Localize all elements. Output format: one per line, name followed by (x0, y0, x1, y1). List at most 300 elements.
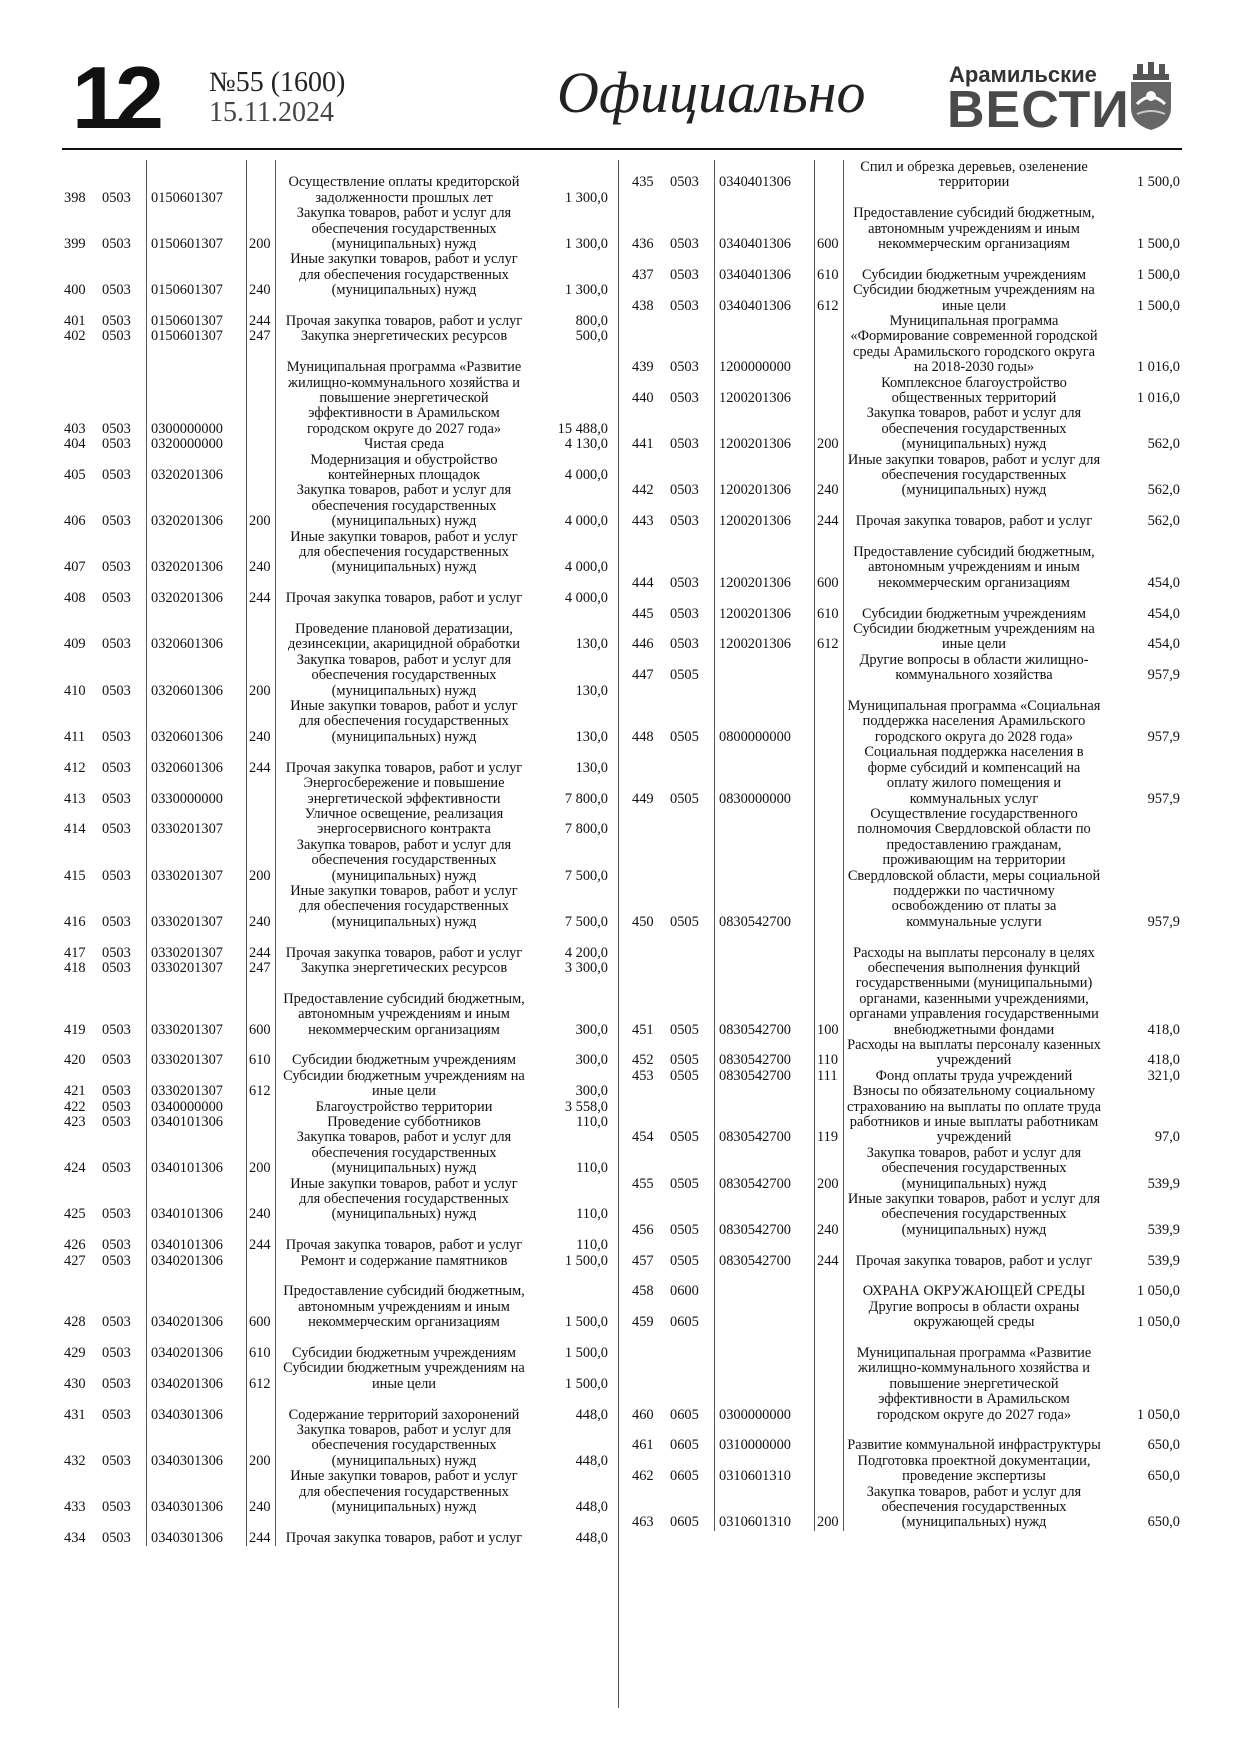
row-number (62, 1053, 100, 1068)
expense-type-code (246, 884, 276, 930)
row-description-text: Содержание территорий захоронений (288, 1406, 520, 1423)
article-code (146, 483, 246, 529)
row-description (276, 653, 532, 699)
row-number-text: 400 (64, 282, 86, 299)
table-row (62, 776, 610, 807)
section-code (668, 1408, 714, 1423)
table-row (630, 1084, 1182, 1146)
expense-type-code-text: 244 (249, 313, 271, 330)
expense-type-code-text: 244 (817, 1252, 839, 1269)
row-number (62, 1531, 100, 1546)
article-code-text: 1200201306 (719, 636, 791, 653)
row-number (630, 1284, 668, 1299)
table-row (630, 653, 1182, 684)
row-description-text: Субсидии бюджетным учреждениям на иные цели (283, 1360, 525, 1392)
expense-type-code (246, 576, 276, 607)
expense-type-code (814, 453, 844, 499)
article-code (146, 607, 246, 653)
table-row (630, 1300, 1182, 1331)
expense-type-code (246, 329, 276, 344)
row-amount-text: 1 050,0 (1136, 1283, 1180, 1300)
row-amount (532, 684, 610, 699)
article-code (714, 530, 814, 592)
article-code-text: 1200201306 (719, 574, 791, 591)
table-row (630, 499, 1182, 530)
row-amount-text: 321,0 (1147, 1067, 1180, 1084)
article-code (714, 160, 814, 191)
expense-type-code-text: 200 (249, 1160, 271, 1177)
section-code-text: 0503 (102, 636, 131, 653)
article-code (146, 1423, 246, 1469)
expense-type-code-text: 247 (249, 959, 271, 976)
article-code (714, 1069, 814, 1084)
row-amount (1104, 391, 1182, 406)
row-number-text: 460 (632, 1406, 654, 1423)
row-amount-text: 4 000,0 (564, 513, 608, 530)
article-code (146, 1361, 246, 1392)
table-row (630, 591, 1182, 622)
row-description-text: Комплексное благоустройство общественных территорий (881, 374, 1067, 407)
article-code (714, 1238, 814, 1269)
table-row (62, 1038, 610, 1069)
article-code (146, 1515, 246, 1546)
article-code (146, 699, 246, 745)
section-code-text: 0503 (670, 390, 699, 407)
expense-type-code (814, 499, 844, 530)
row-amount-text: 650,0 (1147, 1468, 1180, 1485)
article-code (714, 191, 814, 253)
row-number (62, 822, 100, 837)
section-code-text: 0503 (102, 1206, 131, 1223)
row-description-text: Осуществление государственного полномочия Свердловской области по предоставлению гражданам, проживающим на территории Свердловской области, меры социальной поддержки по частичному освобождению от платы за коммунальные услуги (847, 805, 1101, 930)
expense-type-code-text: 244 (249, 944, 271, 961)
article-code-text: 0340201306 (151, 1345, 223, 1361)
expense-type-code (814, 684, 844, 746)
article-code-text: 0320601306 (151, 759, 223, 776)
expense-type-code (814, 1084, 844, 1146)
row-description-text: Иные закупки товаров, работ и услуг для обеспечения государственных (муниципальных) нужд (847, 1191, 1101, 1238)
table-row (62, 1254, 610, 1269)
row-description-text: Прочая закупка товаров, работ и услуг (285, 590, 523, 607)
article-code-text: 0330201307 (151, 944, 223, 961)
expense-type-code (246, 607, 276, 653)
row-amount-text: 4 000,0 (564, 559, 608, 576)
table-row (62, 1361, 610, 1392)
row-amount-text: 7 500,0 (564, 867, 608, 884)
article-code-text: 0320201306 (151, 590, 223, 607)
expense-type-code-text: 200 (817, 436, 839, 453)
row-description (844, 807, 1104, 930)
section-code-text: 0503 (102, 790, 131, 807)
section-code (668, 607, 714, 622)
article-code (146, 838, 246, 884)
row-amount-text: 539,9 (1147, 1252, 1180, 1269)
article-code-text: 0320201306 (151, 467, 223, 484)
table-row (630, 684, 1182, 746)
article-code-text: 0330201307 (151, 821, 223, 838)
row-amount (1104, 792, 1182, 807)
article-code-text: 0330201307 (151, 1052, 223, 1069)
expense-type-code (246, 530, 276, 576)
row-number-text: 437 (632, 266, 654, 283)
row-description (844, 591, 1104, 622)
row-description-text: Закупка товаров, работ и услуг для обеспечения государственных (муниципальных) нужд (296, 1129, 512, 1177)
row-amount (1104, 1408, 1182, 1423)
article-code-text: 0830542700 (719, 1252, 791, 1269)
article-code (714, 1192, 814, 1238)
section-code-text: 0505 (670, 1021, 699, 1038)
section-code (668, 391, 714, 406)
table-row (630, 1269, 1182, 1300)
article-code-text: 0310000000 (719, 1437, 791, 1454)
row-amount (532, 1161, 610, 1176)
article-code-text: 0330201307 (151, 959, 223, 976)
expense-type-code-text: 610 (249, 1052, 271, 1069)
row-number-text: 409 (64, 636, 86, 653)
row-description-text: Благоустройство территории (315, 1098, 493, 1115)
row-amount-text: 1 500,0 (1136, 236, 1180, 252)
row-number-text: 431 (64, 1406, 86, 1423)
table-row (62, 807, 610, 838)
table-row (62, 930, 610, 961)
section-code (100, 437, 146, 452)
article-code (146, 776, 246, 807)
article-code-text: 0830000000 (719, 790, 791, 807)
section-code-text: 0605 (670, 1514, 699, 1531)
row-amount-text: 110,0 (576, 1237, 608, 1254)
row-number (62, 1454, 100, 1469)
article-code-text: 0340401306 (719, 266, 791, 283)
article-code-text: 0320201306 (151, 559, 223, 576)
article-code-text: 0340101306 (151, 1113, 223, 1130)
row-amount (532, 637, 610, 652)
expense-type-code (246, 653, 276, 699)
expense-type-code (814, 1331, 844, 1423)
article-code-text: 0340201306 (151, 1314, 223, 1331)
expense-type-code (246, 699, 276, 745)
table-row (630, 376, 1182, 407)
row-number-text: 462 (632, 1468, 654, 1485)
expense-type-code-text: 200 (249, 513, 271, 530)
row-number (62, 1408, 100, 1423)
row-description (844, 406, 1104, 452)
expense-type-code (246, 1100, 276, 1115)
section-code (668, 1130, 714, 1145)
row-number (62, 1161, 100, 1176)
expense-type-code (246, 1361, 276, 1392)
expense-type-code-text: 119 (817, 1129, 839, 1146)
expense-type-code-text: 240 (249, 282, 271, 299)
row-description (276, 607, 532, 653)
expense-type-code (246, 1115, 276, 1130)
row-number (630, 1315, 668, 1330)
section-code (668, 437, 714, 452)
expense-type-code (246, 807, 276, 838)
section-code-text: 0605 (670, 1437, 699, 1454)
table-row (62, 1392, 610, 1423)
section-code-text: 0503 (670, 359, 699, 376)
expense-type-code-text: 600 (249, 1314, 271, 1331)
table-row (630, 622, 1182, 653)
row-amount-text: 300,0 (575, 1083, 608, 1100)
article-code-text: 1200201306 (719, 482, 791, 499)
section-code-text: 0503 (102, 1052, 131, 1069)
row-number-text: 398 (64, 189, 86, 206)
row-amount-text: 130,0 (575, 682, 608, 699)
row-amount (532, 730, 610, 745)
row-description (276, 961, 532, 976)
section-code (668, 1177, 714, 1192)
row-amount (532, 792, 610, 807)
section-code-text: 0505 (670, 667, 699, 684)
row-description-text: Муниципальная программа «Развитие жилищно-коммунального хозяйства и повышение энергетической эффективности в Арамильском городском округе до 2027 года» (286, 359, 522, 437)
article-code-text: 0150601307 (151, 328, 223, 345)
row-number (62, 468, 100, 483)
row-amount-text: 7 500,0 (564, 913, 608, 930)
row-amount (532, 591, 610, 606)
article-code-text: 0830542700 (719, 913, 791, 930)
row-description (844, 314, 1104, 376)
table-row (62, 252, 610, 298)
expense-type-code (814, 252, 844, 283)
row-amount (532, 1377, 610, 1392)
row-number (62, 591, 100, 606)
expense-type-code (814, 406, 844, 452)
row-number-text: 422 (64, 1098, 86, 1115)
row-number-text: 415 (64, 867, 86, 884)
section-code-text: 0503 (102, 944, 131, 961)
row-description (844, 1192, 1104, 1238)
row-amount-text: 4 130,0 (564, 436, 608, 453)
row-description (276, 1223, 532, 1254)
row-amount-text: 110,0 (576, 1113, 608, 1130)
expense-type-code (246, 1223, 276, 1254)
section-code-text: 0503 (102, 913, 131, 930)
section-code-text: 0503 (670, 605, 699, 622)
row-number-text: 458 (632, 1283, 654, 1300)
section-code-text: 0505 (670, 913, 699, 930)
coat-of-arms-icon (1127, 60, 1175, 132)
row-number (630, 792, 668, 807)
row-amount (532, 1084, 610, 1099)
row-number-text: 438 (632, 297, 654, 314)
issue-number: №55 (1600) (209, 67, 346, 98)
section-code (100, 1254, 146, 1269)
row-number-text: 401 (64, 313, 86, 330)
row-description (844, 1331, 1104, 1423)
article-code-text: 0320201306 (151, 513, 223, 530)
article-code-text: 0830542700 (719, 1052, 791, 1069)
section-code (668, 1023, 714, 1038)
section-code-text: 0503 (102, 1406, 131, 1423)
article-code-text: 0800000000 (719, 728, 791, 745)
expense-type-code (246, 206, 276, 252)
expense-type-code (246, 1254, 276, 1269)
row-number-text: 410 (64, 682, 86, 699)
article-code-text: 0340201306 (151, 1375, 223, 1392)
row-number-text: 420 (64, 1052, 86, 1069)
row-amount (532, 1500, 610, 1515)
row-description (276, 576, 532, 607)
row-number-text: 455 (632, 1175, 654, 1192)
row-amount-text: 539,9 (1147, 1221, 1180, 1238)
row-number (62, 283, 100, 298)
row-amount (532, 314, 610, 329)
article-code-text: 1200201306 (719, 513, 791, 530)
row-amount-text: 1 050,0 (1136, 1406, 1180, 1423)
row-amount-text: 1 050,0 (1136, 1314, 1180, 1331)
article-code (146, 206, 246, 252)
row-number (62, 314, 100, 329)
row-description-text: Чистая среда (364, 436, 444, 453)
row-description (276, 1392, 532, 1423)
article-code (714, 1269, 814, 1300)
section-code (100, 1377, 146, 1392)
row-number-text: 439 (632, 359, 654, 376)
row-amount-text: 448,0 (575, 1406, 608, 1423)
article-code (146, 329, 246, 344)
row-number-text: 461 (632, 1437, 654, 1454)
expense-type-code-text: 200 (249, 867, 271, 884)
row-number-text: 408 (64, 590, 86, 607)
row-description-text: Предоставление субсидий бюджетным, автономным учреждениям и иным некоммерческим организациям (283, 990, 525, 1038)
row-description (276, 483, 532, 529)
row-description-text: Муниципальная программа «Социальная поддержка населения Арамильского городского округа до 2028 года» (847, 698, 1101, 745)
section-code (100, 1115, 146, 1130)
expense-type-code (246, 483, 276, 529)
expense-type-code (814, 1300, 844, 1331)
expense-type-code (814, 1038, 844, 1069)
expense-type-code (814, 1146, 844, 1192)
row-amount (1104, 1130, 1182, 1145)
row-description (276, 1254, 532, 1269)
row-description-text: Спил и обрезка деревьев, озеленение территории (860, 159, 1088, 191)
expense-type-code-text: 240 (249, 1499, 271, 1516)
row-number (630, 637, 668, 652)
article-code-text: 0300000000 (719, 1406, 791, 1423)
table-row (62, 160, 610, 206)
row-amount-text: 1 500,0 (564, 1345, 608, 1361)
section-code (100, 684, 146, 699)
section-code-text: 0503 (102, 1452, 131, 1469)
row-number-text: 436 (632, 236, 654, 252)
article-code (714, 930, 814, 1038)
row-description (276, 252, 532, 298)
row-amount (532, 1346, 610, 1361)
section-code (100, 915, 146, 930)
row-number-text: 434 (64, 1529, 86, 1546)
row-number-text: 404 (64, 436, 86, 453)
row-description-text: Иные закупки товаров, работ и услуг для обеспечения государственных (муниципальных) нужд (290, 1175, 518, 1223)
section-code (100, 468, 146, 483)
section-code-text: 0505 (670, 1129, 699, 1146)
expense-type-code (246, 1069, 276, 1100)
expense-type-code-text: 240 (249, 1206, 271, 1223)
article-code-text: 0150601307 (151, 282, 223, 299)
row-description (844, 745, 1104, 807)
expense-type-code-text: 612 (249, 1083, 271, 1100)
row-number (630, 391, 668, 406)
expense-type-code-text: 200 (249, 1452, 271, 1469)
article-code-text: 1200201306 (719, 605, 791, 622)
row-number (62, 730, 100, 745)
section-code (100, 514, 146, 529)
section-code-text: 0503 (102, 1375, 131, 1392)
row-description-text: Иные закупки товаров, работ и услуг для обеспечения государственных (муниципальных) нужд (290, 698, 518, 745)
row-description-text: Прочая закупка товаров, работ и услуг (285, 759, 523, 776)
expense-type-code-text: 612 (249, 1375, 271, 1392)
table-row (62, 1177, 610, 1223)
expense-type-code-text: 200 (817, 1514, 839, 1531)
row-description (276, 1331, 532, 1362)
article-code (146, 1069, 246, 1100)
row-amount-text: 4 000,0 (564, 590, 608, 607)
row-amount-text: 1 300,0 (564, 189, 608, 206)
table-row (630, 191, 1182, 253)
article-code-text: 0150601307 (151, 236, 223, 252)
row-description-text: Предоставление субсидий бюджетным, автономным учреждениям и иным некоммерческим организациям (283, 1283, 525, 1331)
expense-type-code-text: 240 (817, 482, 839, 499)
article-code-text: 0310601310 (719, 1514, 791, 1531)
table-row (630, 453, 1182, 499)
row-number (630, 175, 668, 190)
row-description (844, 160, 1104, 191)
row-description-text: Подготовка проектной документации, проведение экспертизы (857, 1452, 1091, 1485)
expense-type-code (814, 930, 844, 1038)
row-description-text: Закупка энергетических ресурсов (300, 328, 508, 345)
row-description-text: Закупка товаров, работ и услуг для обеспечения государственных (муниципальных) нужд (866, 405, 1082, 453)
article-code-text: 0340401306 (719, 174, 791, 191)
row-amount-text: 539,9 (1147, 1175, 1180, 1192)
row-number-text: 463 (632, 1514, 654, 1531)
table-row (62, 699, 610, 745)
article-code-text: 0320601306 (151, 636, 223, 653)
row-amount (1104, 607, 1182, 622)
section-code-text: 0503 (102, 959, 131, 976)
row-description-text: Муниципальная программа «Развитие жилищно-коммунального хозяйства и повышение энергетической эффективности в Арамильском городском округе до 2027 года» (856, 1345, 1092, 1423)
header-rule (62, 148, 1182, 150)
article-code-text: 0830542700 (719, 1021, 791, 1038)
row-description-text: Субсидии бюджетным учреждениям (862, 605, 1086, 622)
section-code (668, 792, 714, 807)
section-code-text: 0505 (670, 1221, 699, 1238)
row-description-text: Муниципальная программа «Формирование современной городской среды Арамильского городского округа на 2018-2030 годы» (850, 313, 1098, 376)
article-code (146, 961, 246, 976)
row-amount-text: 1 500,0 (1136, 266, 1180, 283)
row-number (62, 1254, 100, 1269)
expense-type-code (814, 591, 844, 622)
row-number (62, 1500, 100, 1515)
article-code-text: 0340101306 (151, 1237, 223, 1254)
row-amount-text: 1 500,0 (1136, 297, 1180, 314)
section-code-text: 0503 (102, 1098, 131, 1115)
row-amount (1104, 237, 1182, 252)
row-description-text: Другие вопросы в области охраны окружающей среды (868, 1298, 1080, 1331)
expense-type-code (246, 453, 276, 484)
expense-type-code (246, 776, 276, 807)
row-number-text: 454 (632, 1129, 654, 1146)
row-amount (532, 961, 610, 976)
section-code-text: 0503 (102, 467, 131, 484)
article-code (146, 1177, 246, 1223)
row-description (844, 1069, 1104, 1084)
row-amount (1104, 1177, 1182, 1192)
section-code-text: 0503 (102, 821, 131, 838)
expense-type-code-text: 610 (249, 1345, 271, 1361)
section-code (100, 946, 146, 961)
row-amount-text: 448,0 (575, 1452, 608, 1469)
row-amount-text: 7 800,0 (564, 790, 608, 807)
